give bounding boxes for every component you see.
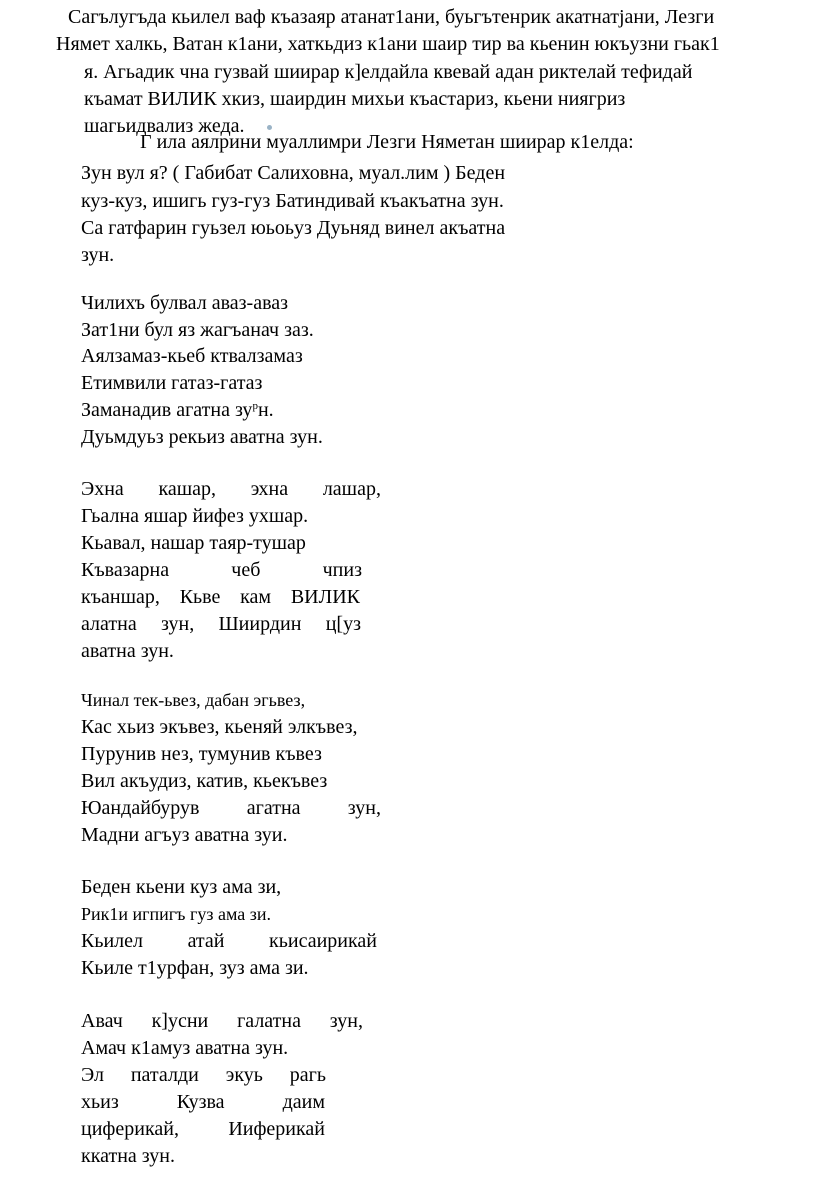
- poem-line: Зат1ни бул яз жагъанач заз.: [81, 319, 314, 341]
- word: паталди: [130, 1064, 199, 1086]
- word: чпиз: [322, 559, 362, 581]
- word: Кьилел: [81, 930, 144, 952]
- intro-line: я. Агьадик чна гузвай шиирар к]елдайла квевай адан риктелай тефидай: [84, 60, 693, 83]
- poem-line-text: Заманадив агатна зу: [81, 399, 253, 421]
- poem-line: Аялзамаз-кьеб ктвалзамаз: [81, 345, 303, 367]
- word: Къвазарна: [81, 559, 170, 581]
- poem-line: Рик1и игпигъ гуз ама зи.: [81, 904, 271, 924]
- poem-line: [81, 1010, 363, 1033]
- word: Эхна: [81, 478, 124, 500]
- section-heading: Г ила аялрини муаллимри Лезги Няметан шиирар к1елда:: [140, 131, 634, 153]
- word: чеб: [231, 559, 261, 581]
- word: ц[уз: [325, 613, 361, 635]
- poem-line: Кьиле т1урфан, зуз ама зи.: [81, 957, 309, 979]
- word: рагь: [289, 1064, 326, 1086]
- superscript-mark: р: [252, 400, 258, 412]
- word: даим: [282, 1091, 325, 1113]
- word: хьиз: [81, 1091, 119, 1113]
- poem-line: Вил акъудиз, катив, кьекъвез: [81, 770, 328, 792]
- word: эхна: [250, 478, 289, 500]
- word: Юандайбурув: [81, 797, 200, 819]
- poem-line: Чилихъ булвал аваз-аваз: [81, 292, 289, 314]
- poem-line: Кьавал, нашар таяр-тушар: [81, 532, 306, 554]
- word: кашар,: [158, 478, 217, 500]
- word: зун,: [347, 797, 381, 819]
- word: зун,: [329, 1010, 363, 1032]
- word: Ииферикай: [228, 1118, 325, 1140]
- poem-line: [81, 1118, 325, 1141]
- intro-line: Нямет халкь, Ватан к1ани, хаткьдиз к1ани шаир тир ва кьенин юкъузни гьак1: [56, 33, 720, 56]
- intro-line-text: шагьидвализ жеда.: [84, 115, 245, 138]
- poem-line: [81, 613, 361, 636]
- word: к]усни: [151, 1010, 209, 1032]
- word: зун,: [161, 613, 195, 635]
- poem-line: ккатна зун.: [81, 1145, 175, 1167]
- word: кам: [240, 586, 272, 608]
- poem-line: Беден кьени куз ама зи,: [81, 876, 282, 898]
- word: галатна: [237, 1010, 301, 1032]
- poem-line: Кас хьиз экъвез, кьеняй элкъвез,: [81, 716, 358, 738]
- poem-line: [81, 930, 377, 953]
- poem-line: [81, 559, 362, 582]
- word: Авач: [81, 1010, 123, 1032]
- word: ВИЛИК: [290, 586, 360, 608]
- poem-line: аватна зун.: [81, 640, 174, 662]
- poem-line: Пурунив нез, тумунив къвез: [81, 743, 322, 765]
- word: лашар,: [322, 478, 381, 500]
- word: экуь: [225, 1064, 263, 1086]
- poem-line: [81, 478, 381, 501]
- speck-mark: [267, 125, 272, 130]
- poem-line: [81, 1064, 326, 1087]
- word: Кузва: [176, 1091, 225, 1113]
- word: кьисаирикай: [269, 930, 377, 952]
- poem-line: Гьална яшар йифез ухшар.: [81, 505, 309, 527]
- intro-line: къамат ВИЛИК хкиз, шаирдин михьи къастариз, кьени ниягриз: [84, 87, 626, 110]
- poem-line: Мадни агъуз аватна зуи.: [81, 824, 288, 846]
- word: къаншар,: [81, 586, 160, 608]
- poem-line: [81, 586, 360, 609]
- poem-line: [81, 399, 274, 422]
- word: Шиирдин: [218, 613, 302, 635]
- intro-line: Сагълугъда кьилел ваф къазаяр атанат1ани, буьгътенрик акатнатјани, Лезги: [68, 6, 715, 28]
- word: алатна: [81, 613, 137, 635]
- intro-paragraph: [56, 4, 816, 140]
- poem-line-text: н.: [257, 399, 274, 421]
- word: циферикай,: [81, 1118, 179, 1140]
- poem-line: Чинал тек-ьвез, дабан эгьвез,: [81, 690, 306, 710]
- poem-line: [81, 1091, 325, 1114]
- poem-line: Зун вул я? ( Габибат Салиховна, муал.лим ) Беден: [81, 162, 506, 184]
- poem-line: Амач к1амуз аватна зун.: [81, 1037, 289, 1059]
- poem-line: Дуьмдуьз рекьиз аватна зун.: [81, 426, 323, 448]
- word: атай: [187, 930, 225, 952]
- word: Эл: [81, 1064, 104, 1086]
- word: агатна: [246, 797, 301, 819]
- poem-line: куз-куз, ишигь гуз-гуз Батиндивай къакъатна зун.: [81, 190, 504, 212]
- poem-line: [81, 797, 381, 820]
- poem-line: Етимвили гатаз-гатаз: [81, 372, 263, 394]
- poem-line: Са гатфарин гуьзел юьоьуз Дуьняд винел акъатна: [81, 217, 506, 239]
- word: Кьве: [179, 586, 221, 608]
- poem-line: зун.: [81, 244, 115, 266]
